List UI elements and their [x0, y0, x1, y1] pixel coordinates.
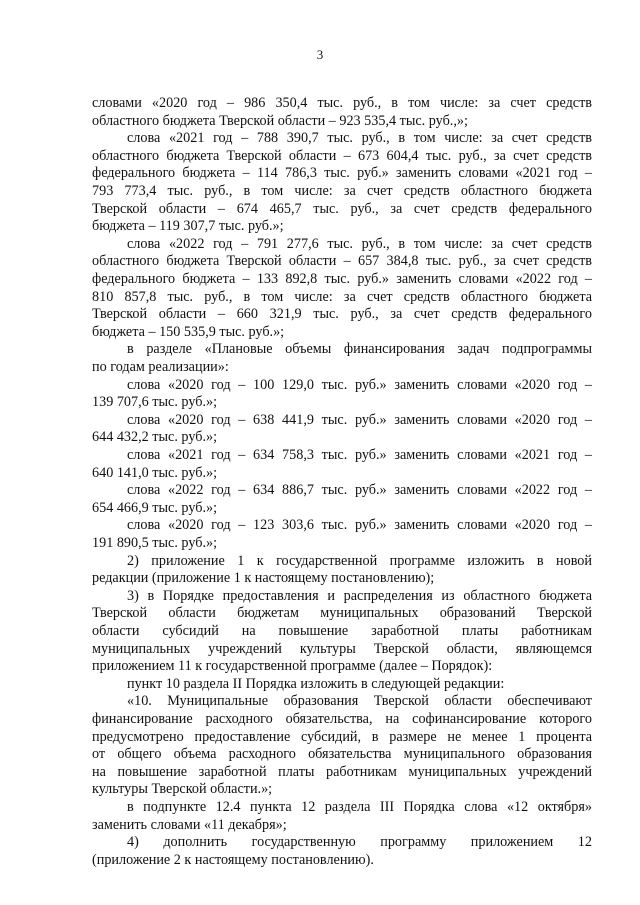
- text-line: приложением 11 к государственной программе (далее – Порядок):: [92, 658, 493, 675]
- text-line: областного бюджета Тверской области – 923 535,4 тыс. руб.,»;: [92, 112, 468, 129]
- text-line: слова «2021 год – 788 390,7 тыс. руб., в том числе: за счет средств: [127, 130, 592, 147]
- text-line: по годам реализации»:: [92, 359, 229, 375]
- text-line: Тверской области – 674 465,7 тыс. руб., за счет средств федерального: [92, 200, 592, 217]
- text-line: в разделе «Плановые объемы финансирования задач подпрограммы: [127, 341, 592, 358]
- text-line: 2) приложение 1 к государственной программе изложить в новой: [127, 552, 592, 569]
- text-line: культуры Тверской области.»;: [92, 781, 273, 798]
- text-line: 4) дополнить государственную программу приложением 12: [127, 834, 592, 851]
- text-line: редакции (приложение 1 к настоящему постановлению);: [92, 570, 435, 587]
- text-line: словами «2020 год – 986 350,4 тыс. руб., в том числе: за счет средств: [92, 95, 592, 111]
- text-line: 654 466,9 тыс. руб.»;: [92, 499, 218, 516]
- text-line: слова «2020 год – 123 303,6 тыс. руб.» заменить словами «2020 год –: [127, 517, 592, 534]
- text-line: от общего объема расходного обязательства муниципального образования: [92, 746, 592, 763]
- text-line: 793 773,4 тыс. руб., в том числе: за счет средств областного бюджета: [92, 183, 592, 199]
- text-line: 644 432,2 тыс. руб.»;: [92, 429, 218, 446]
- text-line: 191 890,5 тыс. руб.»;: [92, 535, 218, 551]
- page-number: 3: [316, 47, 324, 62]
- text-line: заменить словами «11 декабря»;: [92, 816, 287, 833]
- text-line: бюджета – 150 535,9 тыс. руб.»;: [92, 323, 285, 340]
- text-line: 810 857,8 тыс. руб., в том числе: за счет средств областного бюджета: [92, 288, 592, 305]
- text-line: слова «2022 год – 791 277,6 тыс. руб., в том числе: за счет средств: [127, 235, 592, 252]
- text-line: бюджета – 119 307,7 тыс. руб.»;: [92, 218, 284, 235]
- text-line: 640 141,0 тыс. руб.»;: [92, 464, 218, 481]
- text-line: 139 707,6 тыс. руб.»;: [92, 394, 218, 411]
- text-line: области субсидий на повышение заработной платы работникам: [92, 623, 592, 639]
- text-line: в подпункте 12.4 пункта 12 раздела III Порядка слова «12 октября»: [127, 799, 592, 815]
- text-line: Тверской области бюджетам муниципальных образований Тверской: [92, 605, 592, 622]
- text-line: муниципальных учреждений культуры Тверской области, являющемся: [92, 640, 592, 657]
- text-line: 3) в Порядке предоставления и распределения из областного бюджета: [127, 587, 592, 604]
- text-line: «10. Муниципальные образования Тверской области обеспечивают: [127, 693, 592, 710]
- text-line: слова «2020 год – 100 129,0 тыс. руб.» заменить словами «2020 год –: [127, 376, 592, 393]
- text-line: федерального бюджета – 114 786,3 тыс. руб.» заменить словами «2021 год –: [92, 165, 592, 182]
- text-line: предусмотрено предоставление субсидий, в размере не менее 1 процента: [92, 728, 592, 745]
- text-line: пункт 10 раздела II Порядка изложить в следующей редакции:: [127, 675, 505, 692]
- text-line: слова «2021 год – 634 758,3 тыс. руб.» заменить словами «2021 год –: [127, 447, 592, 463]
- text-line: слова «2022 год – 634 886,7 тыс. руб.» заменить словами «2022 год –: [127, 482, 592, 499]
- text-line: (приложение 2 к настоящему постановлению).: [92, 851, 374, 868]
- text-line: финансирование расходного обязательства, на софинансирование которого: [92, 711, 592, 727]
- text-line: на повышение заработной платы работникам муниципальных учреждений: [92, 763, 592, 780]
- text-line: слова «2020 год – 638 441,9 тыс. руб.» заменить словами «2020 год –: [127, 411, 592, 428]
- text-line: областного бюджета Тверской области – 673 604,4 тыс. руб., за счет средств: [92, 147, 592, 164]
- text-line: федерального бюджета – 133 892,8 тыс. руб.» заменить словами «2022 год –: [92, 271, 592, 287]
- text-line: Тверской области – 660 321,9 тыс. руб., за счет средств федерального: [92, 306, 592, 323]
- text-line: областного бюджета Тверской области – 657 384,8 тыс. руб., за счет средств: [92, 253, 592, 270]
